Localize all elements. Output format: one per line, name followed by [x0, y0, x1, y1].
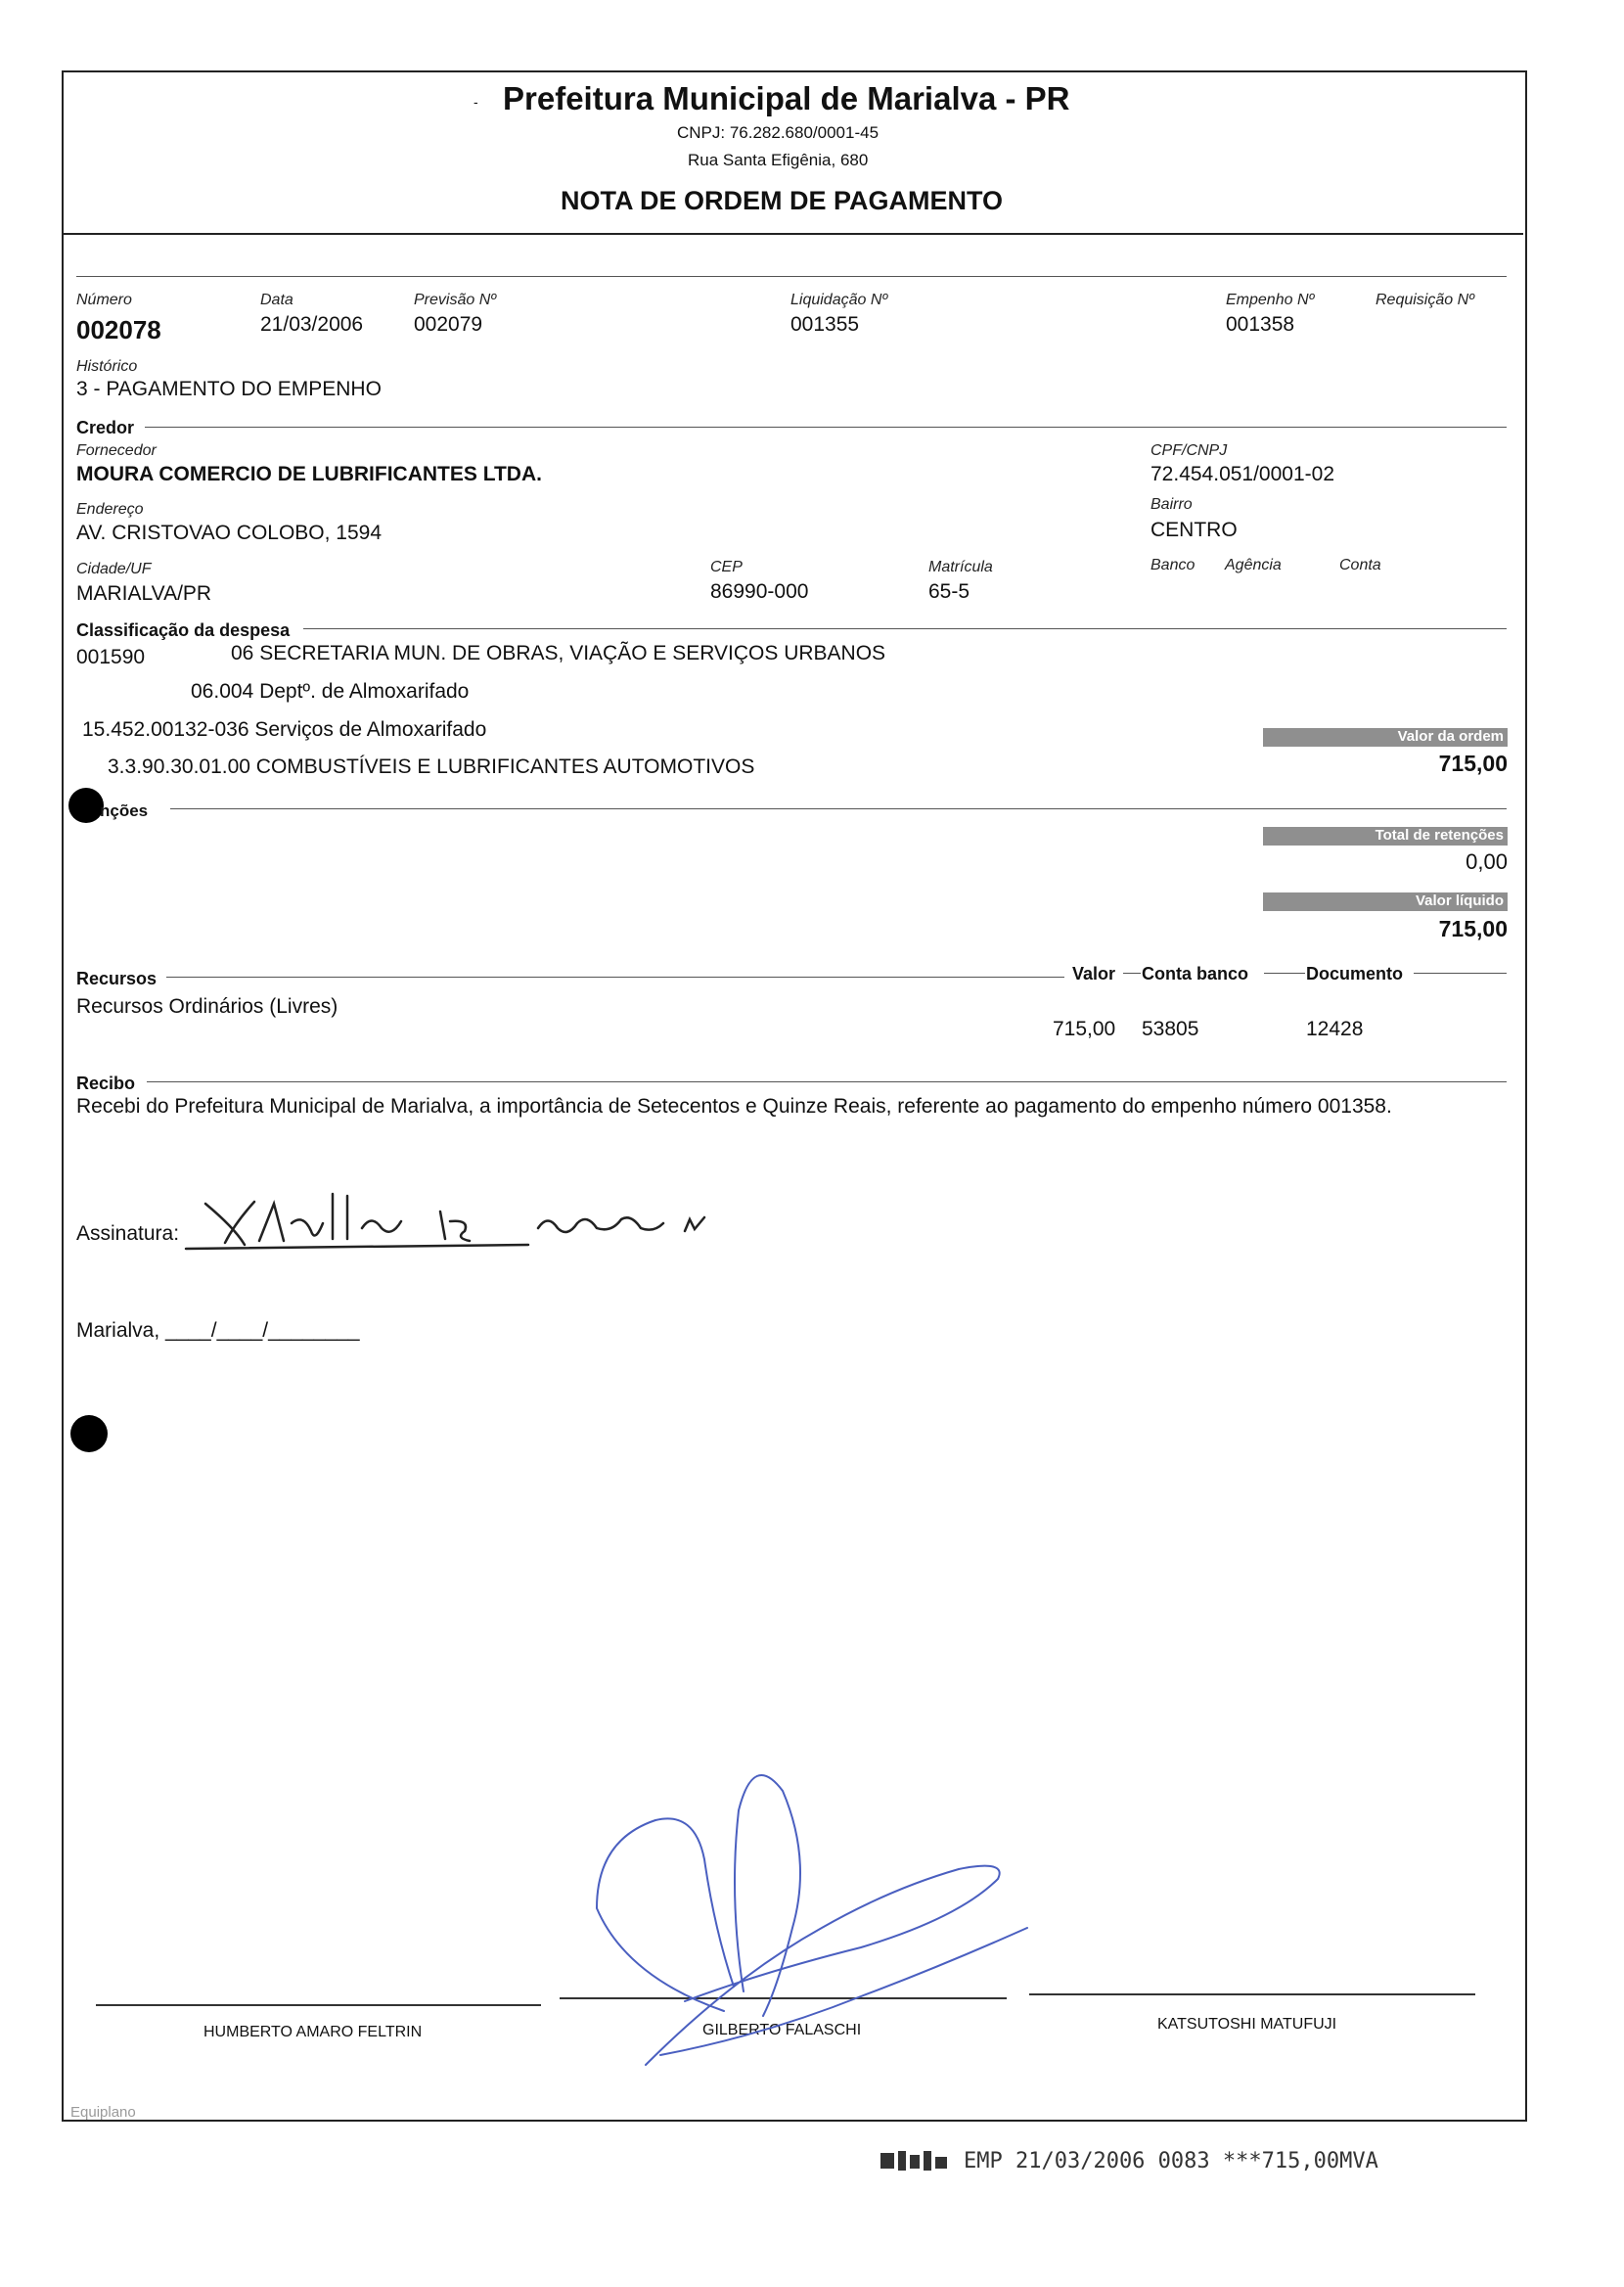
bairro-label: Bairro: [1150, 496, 1193, 513]
numero-label: Número: [76, 292, 132, 308]
previsao-value: 002079: [414, 313, 483, 336]
classificacao-line-1: 06 SECRETARIA MUN. DE OBRAS, VIAÇÃO E SERVIÇOS URBANOS: [231, 642, 886, 664]
recursos-documento-label: Documento: [1306, 964, 1403, 983]
footer-brand: Equiplano: [70, 2104, 136, 2121]
valor-ordem-value: 715,00: [1438, 751, 1508, 776]
signatory-1: HUMBERTO AMARO FELTRIN: [203, 2024, 423, 2040]
recursos-conta: 53805: [1142, 1018, 1199, 1040]
matricula-value: 65-5: [928, 580, 970, 603]
valor-ordem-bar: [1263, 728, 1508, 747]
classificacao-line-2: 06.004 Deptº. de Almoxarifado: [191, 680, 470, 703]
retencoes-value: 0,00: [1466, 849, 1508, 874]
credor-rule: [145, 427, 1507, 428]
banco-label: Banco: [1150, 557, 1195, 573]
previsao-label: Previsão Nº: [414, 292, 497, 308]
conta-label: Conta: [1339, 557, 1381, 573]
header-divider: [62, 233, 1523, 235]
recursos-rule-3: [1264, 973, 1305, 974]
recursos-valor-label: Valor: [1072, 964, 1116, 983]
classificacao-line-4: 3.3.90.30.01.00 COMBUSTÍVEIS E LUBRIFICANTES AUTOMOTIVOS: [108, 755, 755, 778]
classificacao-heading: Classificação da despesa: [76, 620, 291, 640]
endereco-value: AV. CRISTOVAO COLOBO, 1594: [76, 522, 383, 544]
valor-ordem-label: Valor da ordem: [1397, 728, 1504, 745]
stamp-logo: [880, 2149, 949, 2177]
payment-stamp: EMP 21/03/2006 0083 ***715,00MVA: [964, 2149, 1378, 2173]
empenho-label: Empenho Nº: [1226, 292, 1315, 308]
recibo-heading: Recibo: [76, 1074, 136, 1093]
cpf-value: 72.454.051/0001-02: [1150, 463, 1335, 485]
historico-value: 3 - PAGAMENTO DO EMPENHO: [76, 378, 382, 400]
cep-value: 86990-000: [710, 580, 809, 603]
handwritten-signature-recipient: [176, 1184, 802, 1262]
valor-liquido-label: Valor líquido: [1415, 892, 1504, 909]
classificacao-code: 001590: [76, 646, 146, 668]
fornecedor-value: MOURA COMERCIO DE LUBRIFICANTES LTDA.: [76, 463, 542, 485]
liquidacao-value: 001355: [790, 313, 860, 336]
local-date-line: Marialva, ____/____/________: [76, 1319, 360, 1342]
endereco-label: Endereço: [76, 501, 144, 518]
agencia-label: Agência: [1225, 557, 1282, 573]
retencoes-rule: [170, 808, 1507, 809]
mark-icon: -: [474, 94, 478, 110]
classificacao-line-3: 15.452.00132-036 Serviços de Almoxarifado: [82, 718, 487, 741]
recursos-rule-2: [1123, 973, 1141, 974]
recursos-rule: [166, 977, 1064, 978]
matricula-label: Matrícula: [928, 559, 993, 575]
cep-label: CEP: [710, 559, 743, 575]
data-label: Data: [260, 292, 293, 308]
retencoes-heading: nções: [100, 801, 149, 820]
empenho-value: 001358: [1226, 313, 1295, 336]
signature-line-1: [96, 2004, 541, 2006]
valor-liquido-value: 715,00: [1438, 916, 1508, 941]
recursos-desc: Recursos Ordinários (Livres): [76, 995, 338, 1018]
cidade-label: Cidade/UF: [76, 561, 152, 577]
requisicao-label: Requisição Nº: [1376, 292, 1474, 308]
recursos-rule-4: [1414, 973, 1507, 974]
header-address: Rua Santa Efigênia, 680: [688, 151, 869, 169]
retencoes-bar: [1263, 827, 1508, 846]
cidade-value: MARIALVA/PR: [76, 582, 212, 605]
credor-heading: Credor: [76, 418, 135, 437]
classificacao-rule: [303, 628, 1507, 629]
recursos-heading: Recursos: [76, 969, 158, 988]
recursos-conta-label: Conta banco: [1142, 964, 1249, 983]
header-title: Prefeitura Municipal de Marialva - PR: [503, 80, 1070, 116]
valor-liquido-bar: [1263, 892, 1508, 911]
retencoes-label: Total de retenções: [1375, 827, 1504, 844]
historico-label: Histórico: [76, 358, 138, 375]
data-value: 21/03/2006: [260, 313, 364, 336]
recursos-documento: 12428: [1306, 1018, 1364, 1040]
document-title: NOTA DE ORDEM DE PAGAMENTO: [561, 186, 1004, 215]
signatory-2: GILBERTO FALASCHI: [702, 2022, 862, 2038]
signature-line-3: [1029, 1993, 1475, 1995]
header-cnpj: CNPJ: 76.282.680/0001-45: [677, 123, 880, 142]
bairro-value: CENTRO: [1150, 519, 1238, 541]
recibo-text: Recebi do Prefeitura Municipal de Marialva, a importância de Setecentos e Quinze Reais, referente ao pagamento do empenho número 001358.: [76, 1095, 1392, 1118]
cpf-label: CPF/CNPJ: [1150, 442, 1228, 459]
order-top-rule: [76, 276, 1507, 277]
numero-value: 002078: [76, 315, 161, 344]
punch-hole-icon: [68, 788, 104, 823]
liquidacao-label: Liquidação Nº: [790, 292, 888, 308]
punch-hole-icon: [70, 1415, 108, 1452]
handwritten-signature-blue: [567, 1752, 1037, 2084]
recursos-valor: 715,00: [1053, 1018, 1116, 1040]
recibo-rule: [147, 1081, 1507, 1082]
signatory-3: KATSUTOSHI MATUFUJI: [1157, 2016, 1337, 2033]
assinatura-label: Assinatura:: [76, 1222, 180, 1245]
fornecedor-label: Fornecedor: [76, 442, 157, 459]
